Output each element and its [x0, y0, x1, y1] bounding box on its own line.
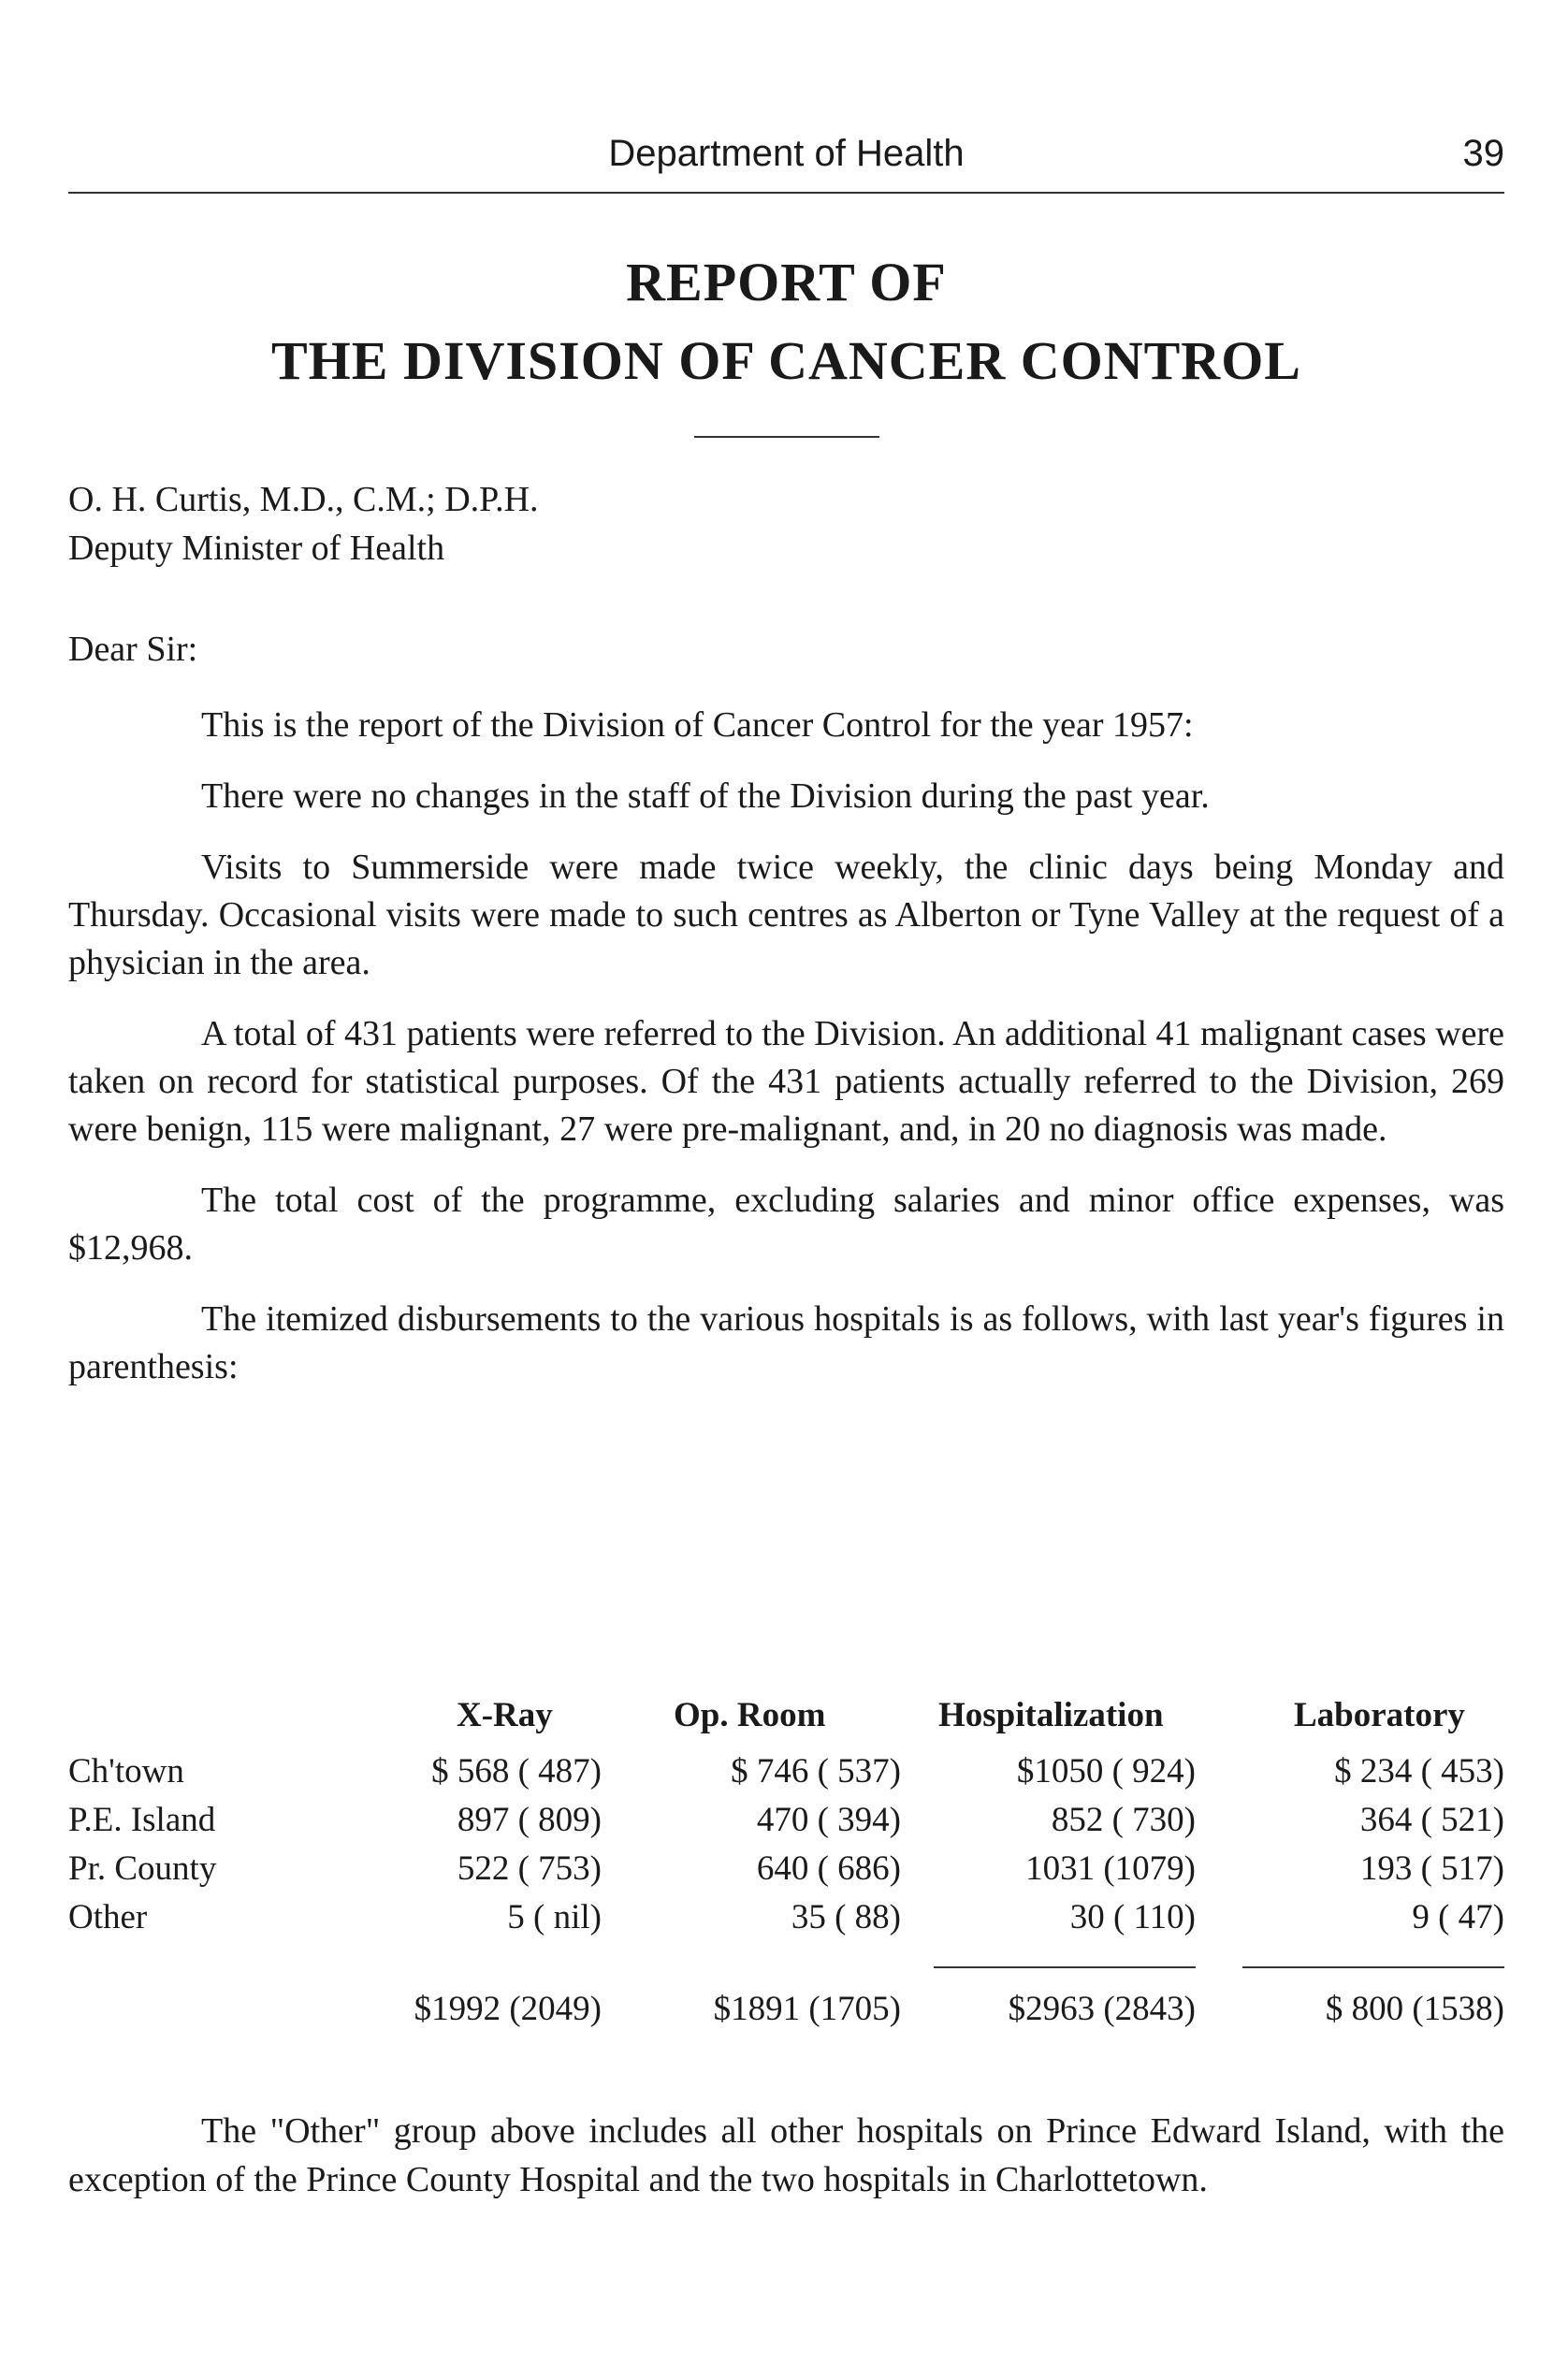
report-title [68, 243, 1504, 400]
cell-op-room: 470 ( 394) [756, 1801, 901, 1839]
running-header [68, 129, 1504, 185]
paragraph: This is the report of the Division of Cancer Control for the year 1957: [201, 705, 1194, 745]
cell-xray: 897 ( 809) [457, 1801, 602, 1839]
paragraph: Visits to Summerside were made twice weekly, the clinic days being Monday and Thursday. Occasional visits were made to such centres as Alberton or Tyne Valley at the request of a physician in the area. [68, 848, 1504, 982]
sum-rule-hospitalization [934, 1966, 1196, 1968]
cell-laboratory: 9 ( 47) [1412, 1898, 1504, 1936]
addressee-name: O. H. Curtis, M.D., C.M.; D.P.H. [68, 480, 539, 519]
column-header-hospitalization: Hospitalization [938, 1696, 1164, 1734]
disbursements-table [68, 1695, 1504, 2037]
row-label: Pr. County [68, 1849, 217, 1888]
salutation: Dear Sir: [68, 630, 198, 669]
total-hospitalization: $2963 (2843) [1008, 1990, 1196, 2028]
row-label: P.E. Island [68, 1801, 216, 1839]
cell-laboratory: $ 234 ( 453) [1334, 1752, 1504, 1791]
running-title: Department of Health [608, 133, 965, 174]
addressee-role: Deputy Minister of Health [68, 529, 445, 568]
row-label: Other [68, 1898, 148, 1936]
cell-hospitalization: $1050 ( 924) [1016, 1752, 1196, 1791]
cell-laboratory: 364 ( 521) [1359, 1801, 1504, 1839]
closing-paragraph [68, 2107, 1504, 2204]
cell-xray: $ 568 ( 487) [431, 1752, 602, 1791]
column-header-xray: X-Ray [457, 1696, 553, 1734]
document-page [68, 0, 1504, 2378]
paragraph: A total of 431 patients were referred to the Division. An additional 41 malignant cases were taken on record for statistical purposes. Of the 431 patients actually referred to the Division, 269 were benign, 115 were malignant, 27 were pre-malignant, and, in 20 no diagnosis was made. [68, 1014, 1504, 1149]
paragraph: The itemized disbursements to the various hospitals is as follows, with last year's figures in parenthesis: [68, 1299, 1504, 1386]
paragraph: The total cost of the programme, excluding salaries and minor office expenses, was $12,968. [68, 1181, 1504, 1268]
title-rule [694, 436, 879, 438]
cell-op-room: 640 ( 686) [756, 1849, 901, 1888]
total-op-room: $1891 (1705) [713, 1990, 901, 2028]
cell-hospitalization: 1031 (1079) [1025, 1849, 1196, 1888]
report-title-line-2: THE DIVISION OF CANCER CONTROL [271, 330, 1301, 391]
paragraph: There were no changes in the staff of the Division during the past year. [201, 776, 1210, 816]
cell-hospitalization: 30 ( 110) [1069, 1898, 1196, 1936]
row-label: Ch'town [68, 1752, 184, 1791]
report-title-line-1: REPORT OF [626, 252, 947, 312]
cell-laboratory: 193 ( 517) [1359, 1849, 1504, 1888]
table-row [68, 1751, 1504, 1800]
letter-body [68, 702, 1504, 1414]
table-row [68, 1849, 1504, 1897]
page-number: 39 [1462, 133, 1504, 174]
column-header-laboratory: Laboratory [1294, 1696, 1465, 1734]
table-header-row [68, 1695, 1504, 1751]
total-xray: $1992 (2049) [414, 1990, 602, 2028]
cell-op-room: 35 ( 88) [791, 1898, 901, 1936]
header-rule [68, 192, 1504, 194]
cell-op-room: $ 746 ( 537) [731, 1752, 901, 1791]
paragraph: The "Other" group above includes all other hospitals on Prince Edward Island, with the exception of the Prince County Hospital and the two hospitals in Charlottetown. [68, 2111, 1504, 2199]
cell-hospitalization: 852 ( 730) [1051, 1801, 1196, 1839]
cell-xray: 5 ( nil) [507, 1898, 602, 1936]
cell-xray: 522 ( 753) [457, 1849, 602, 1888]
column-header-op-room: Op. Room [674, 1696, 826, 1734]
addressee-block [68, 475, 539, 573]
sum-rules [68, 1946, 1504, 1981]
sum-rule-laboratory [1242, 1966, 1504, 1968]
table-row [68, 1800, 1504, 1849]
table-row [68, 1897, 1504, 1946]
table-totals-row [68, 1981, 1504, 2037]
total-laboratory: $ 800 (1538) [1325, 1990, 1504, 2028]
